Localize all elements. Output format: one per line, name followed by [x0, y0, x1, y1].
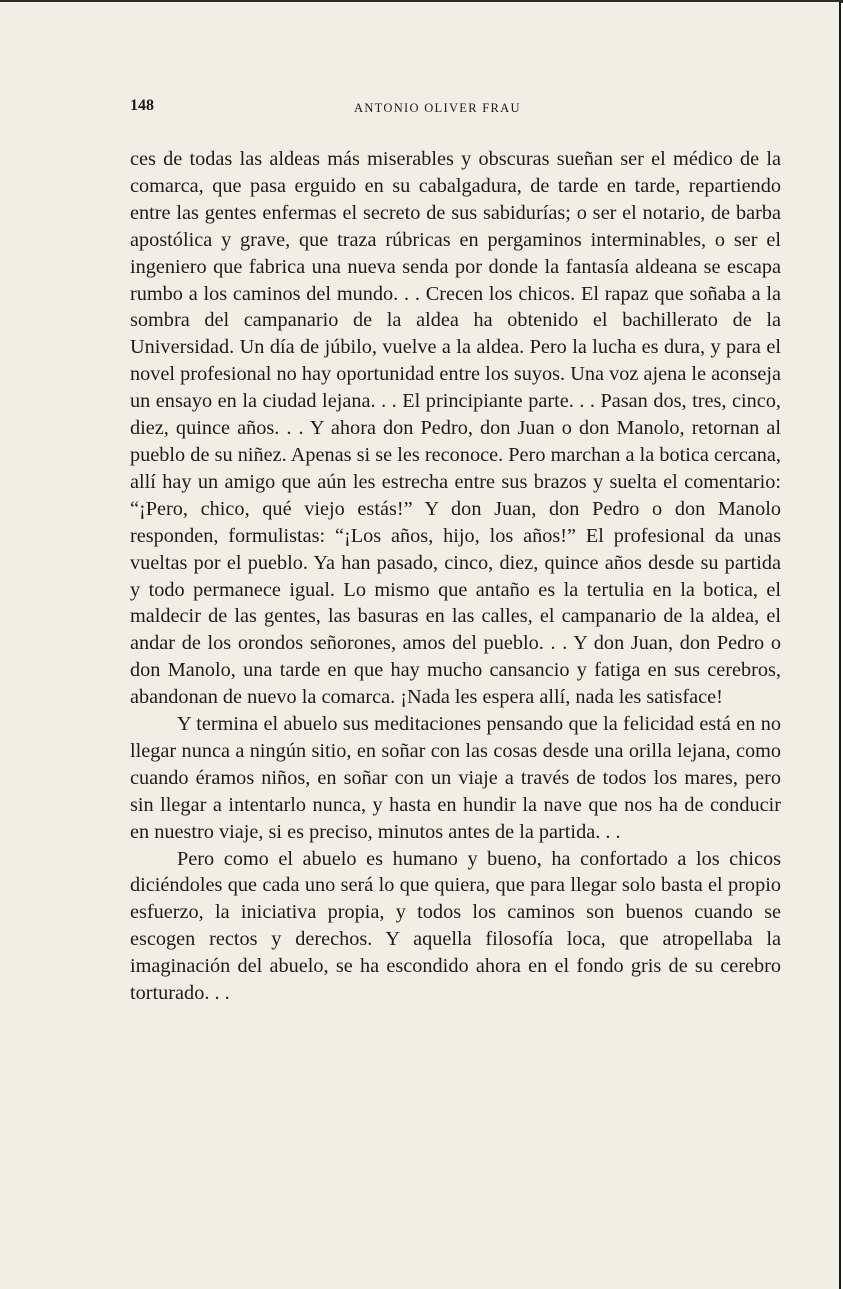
paragraph: Pero como el abuelo es humano y bueno, ha confortado a los chicos diciéndoles que cada uno será lo que quiera, que para llegar solo basta el propio esfuerzo, la iniciativa propia, y todos los caminos son buenos cuando se escogen rectos y derechos. Y aquella filosofía loca, que atropellaba la imaginación del abuelo, se ha escondido ahora en el fondo gris de su cerebro torturado. . .: [130, 847, 781, 1005]
paragraph-continued: ces de todas las aldeas más miserables y obscuras sueñan ser el médico de la comarca, que pasa erguido en su cabalgadura, de tarde en tarde, repartiendo entre las gentes enfermas el secreto de sus sabidurías; o ser el notario, de barba apostólica y grave, que traza rúbricas en pergaminos interminables, o ser el ingeniero que fabrica una nueva senda por donde la fantasía aldeana se escapa rumbo a los caminos del mundo. . . Crecen los chicos. El rapaz que soñaba a la sombra del campanario de la aldea ha obtenido el bachillerato de la Universidad. Un día de júbilo, vuelve a la aldea. Pero la lucha es dura, y para el novel profesional no hay oportunidad entre los suyos. Una voz ajena le aconseja un ensayo en la ciudad lejana. . . El principiante parte. . . Pasan dos, tres, cinco, diez, quince años. . . Y ahora don Pedro, don Juan o don Manolo, retornan al pueblo de su niñez. Apenas si se les reconoce. Pero marchan a la botica cercana, allí hay un amigo que aún les estrecha entre sus brazos y suelta el comentario: “¡Pero, chico, qué viejo estás!” Y don Juan, don Pedro o don Manolo responden, formulistas: “¡Los años, hijo, los años!” El profesional da unas vueltas por el pueblo. Ya han pasado, cinco, diez, quince años desde su partida y todo permanece igual. Lo mismo que antaño es la tertulia en la botica, el maldecir de las gentes, las basuras en las calles, el campanario de la aldea, el andar de los orondos señorones, amos del pueblo. . . Y don Juan, don Pedro o don Manolo, una tarde en que hay mucho cansancio y fatiga en sus cerebros, abandonan de nuevo la comarca. ¡Nada les espera allí, nada les satisface!: [130, 148, 781, 709]
page-number: 148: [130, 97, 154, 114]
body-text: [130, 146, 781, 1007]
page-header: [130, 97, 780, 121]
running-head: ANTONIO OLIVER FRAU: [354, 101, 521, 115]
paragraph: Y termina el abuelo sus meditaciones pensando que la felicidad está en no llegar nunca a ningún sitio, en soñar con las cosas desde una orilla lejana, como cuando éramos niños, en soñar con un viaje a través de todos los mares, pero sin llegar a intentarlo nunca, y hasta en hundir la nave que nos ha de conducir en nuestro viaje, si es preciso, minutos antes de la partida. . .: [130, 713, 781, 843]
